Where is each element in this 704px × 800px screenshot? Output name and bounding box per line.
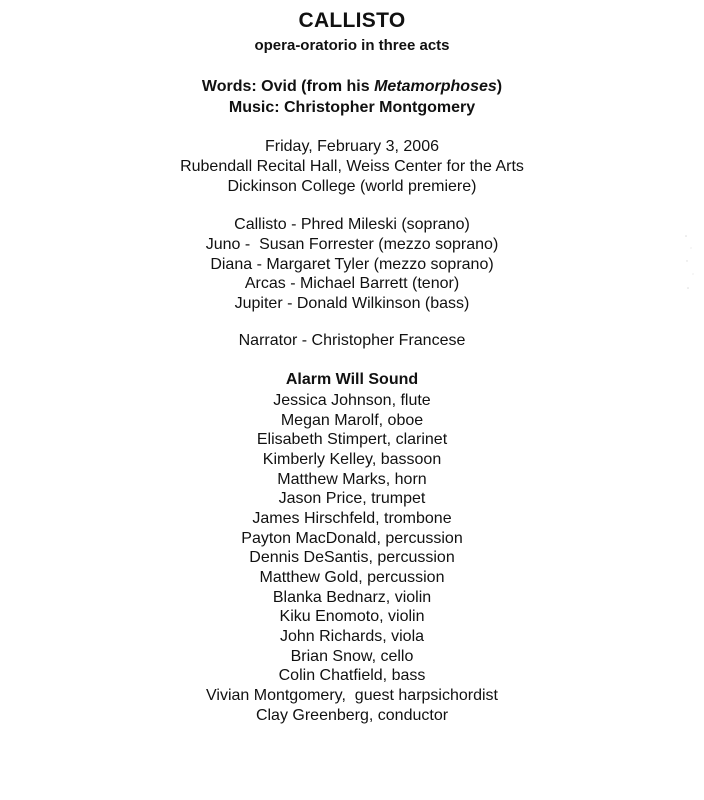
cast-member: Arcas - Michael Barrett (tenor) — [244, 275, 460, 293]
cast-member: Juno - Susan Forrester (mezzo soprano) — [205, 235, 499, 253]
words-suffix: ) — [496, 78, 503, 95]
credits — [0, 76, 704, 118]
ensemble-member: Megan Marolf, oboe — [280, 411, 424, 429]
ensemble-member: Payton MacDonald, percussion — [241, 529, 463, 547]
ensemble-member: Elisabeth Stimpert, clarinet — [256, 431, 448, 449]
ensemble-member: Matthew Marks, horn — [277, 470, 427, 488]
ensemble-member: Blanka Bednarz, violin — [272, 588, 432, 606]
words-work-title: Metamorphoses — [374, 78, 497, 95]
cast-member: Diana - Margaret Tyler (mezzo soprano) — [210, 255, 494, 273]
cast-member: Callisto - Phred Mileski (soprano) — [234, 216, 470, 233]
ensemble-member: Colin Chatfield, bass — [278, 667, 426, 685]
music-credit: Music: Christopher Montgomery — [228, 99, 476, 116]
ensemble-member: Vivian Montgomery, guest harpsichordist — [206, 686, 498, 704]
event-date: Friday, February 3, 2006 — [264, 138, 439, 155]
words-prefix: Words: Ovid (from his — [201, 78, 375, 95]
event-place: Dickinson College (world premiere) — [227, 178, 477, 195]
ensemble-member: Jason Price, trumpet — [278, 490, 426, 508]
cast-member: Jupiter - Donald Wilkinson (bass) — [234, 295, 470, 313]
ensemble-member: John Richards, viola — [279, 627, 425, 645]
ensemble-member: James Hirschfeld, trombone — [252, 509, 452, 527]
ensemble-member: Clay Greenberg, conductor — [255, 706, 449, 724]
program-title: CALLISTO — [298, 9, 406, 32]
narrator-credit: Narrator - Christopher Francese — [238, 332, 466, 349]
ensemble-name: Alarm Will Sound — [285, 371, 419, 388]
program-subtitle: opera-oratorio in three acts — [254, 37, 450, 54]
ensemble-member: Jessica Johnson, flute — [273, 392, 431, 409]
ensemble-member: Dennis DeSantis, percussion — [249, 549, 455, 567]
ensemble-member: Kiku Enomoto, violin — [279, 608, 425, 626]
ensemble-member: Brian Snow, cello — [290, 647, 414, 665]
event-venue: Rubendall Recital Hall, Weiss Center for the Arts — [180, 158, 524, 175]
ensemble-members — [0, 391, 704, 725]
scan-speckle — [682, 230, 698, 300]
cast-list — [0, 215, 704, 314]
ensemble-member: Matthew Gold, percussion — [259, 568, 445, 586]
ensemble-member: Kimberly Kelley, bassoon — [262, 450, 442, 468]
event-details — [0, 137, 704, 197]
words-credit — [0, 76, 704, 97]
